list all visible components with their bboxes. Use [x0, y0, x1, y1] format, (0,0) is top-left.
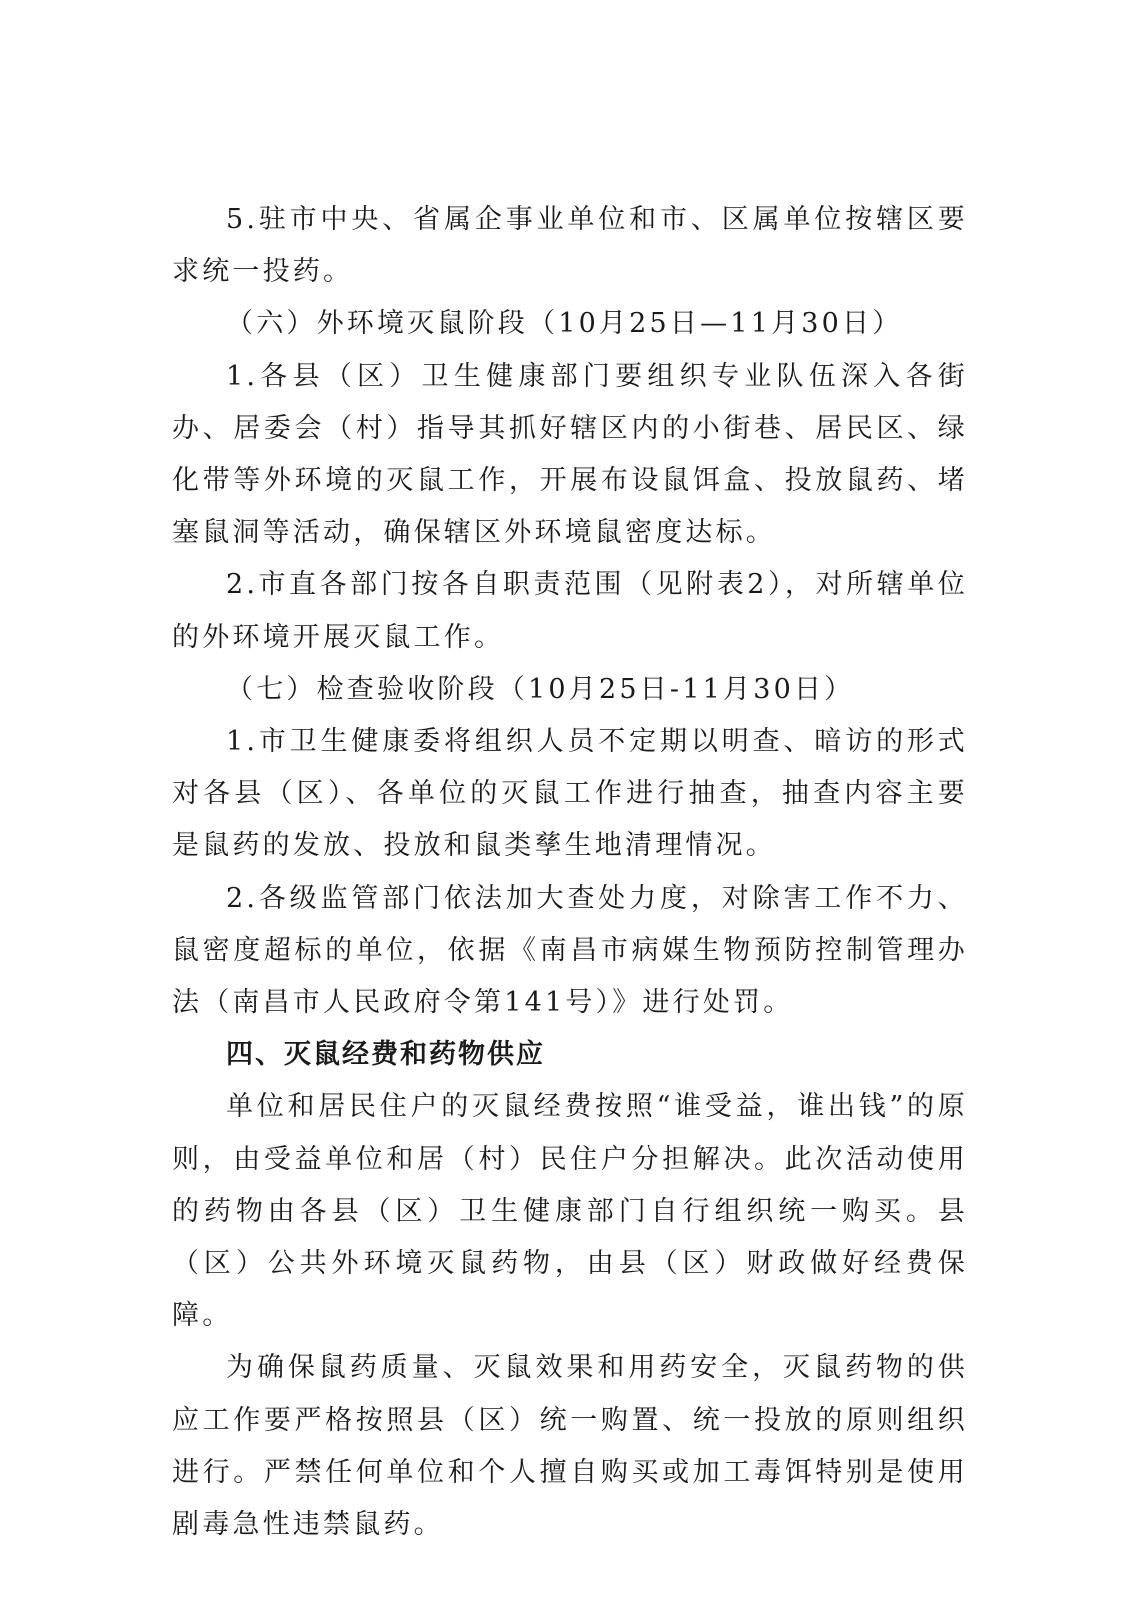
paragraph-supply: 为确保鼠药质量、灭鼠效果和用药安全，灭鼠药物的供应工作要严格按照县（区）统一购置、统一投放的原则组织进行。严禁任何单位和个人擅自购买或加工毒饵特别是使用剧毒急性违禁鼠药。: [172, 1352, 968, 1541]
paragraph-inspection-item-1: 1.市卫生健康委将组织人员不定期以明查、暗访的形式对各县（区）、各单位的灭鼠工作进行抽查，抽查内容主要是鼠药的发放、投放和鼠类孳生地清理情况。: [172, 726, 968, 862]
paragraph-outdoor-item-2: 2.市直各部门按各自职责范围（见附表2），对所辖单位的外环境开展灭鼠工作。: [172, 569, 968, 653]
paragraph-funding: 单位和居民住户的灭鼠经费按照“谁受益，谁出钱”的原则，由受益单位和居（村）民住户分担解决。此次活动使用的药物由各县（区）卫生健康部门自行组织统一购买。县（区）公共外环境灭鼠药物，由县（区）财政做好经费保障。: [172, 1091, 968, 1332]
paragraph-inspection-item-2: 2.各级监管部门依法加大查处力度，对除害工作不力、鼠密度超标的单位，依据《南昌市病媒生物预防控制管理办法（南昌市人民政府令第141号）》进行处罚。: [172, 882, 968, 1019]
section-heading-outdoor-stage: （六）外环境灭鼠阶段（10月25日—11月30日）: [226, 308, 903, 340]
paragraph-outdoor-item-1: 1.各县（区）卫生健康部门要组织专业队伍深入各街办、居委会（村）指导其抓好辖区内的小街巷、居民区、绿化带等外环境的灭鼠工作，开展布设鼠饵盒、投放鼠药、堵塞鼠洞等活动，确保辖区外环境鼠密度达标。: [172, 360, 968, 549]
paragraph-item-5-dispensing: 5.驻市中央、省属企事业单位和市、区属单位按辖区要求统一投药。: [172, 204, 968, 288]
section-heading-inspection-stage: （七）检查验收阶段（10月25日-11月30日）: [226, 673, 855, 705]
section-heading-funding: 四、灭鼠经费和药物供应: [226, 1039, 545, 1071]
document-body: [172, 194, 968, 1551]
